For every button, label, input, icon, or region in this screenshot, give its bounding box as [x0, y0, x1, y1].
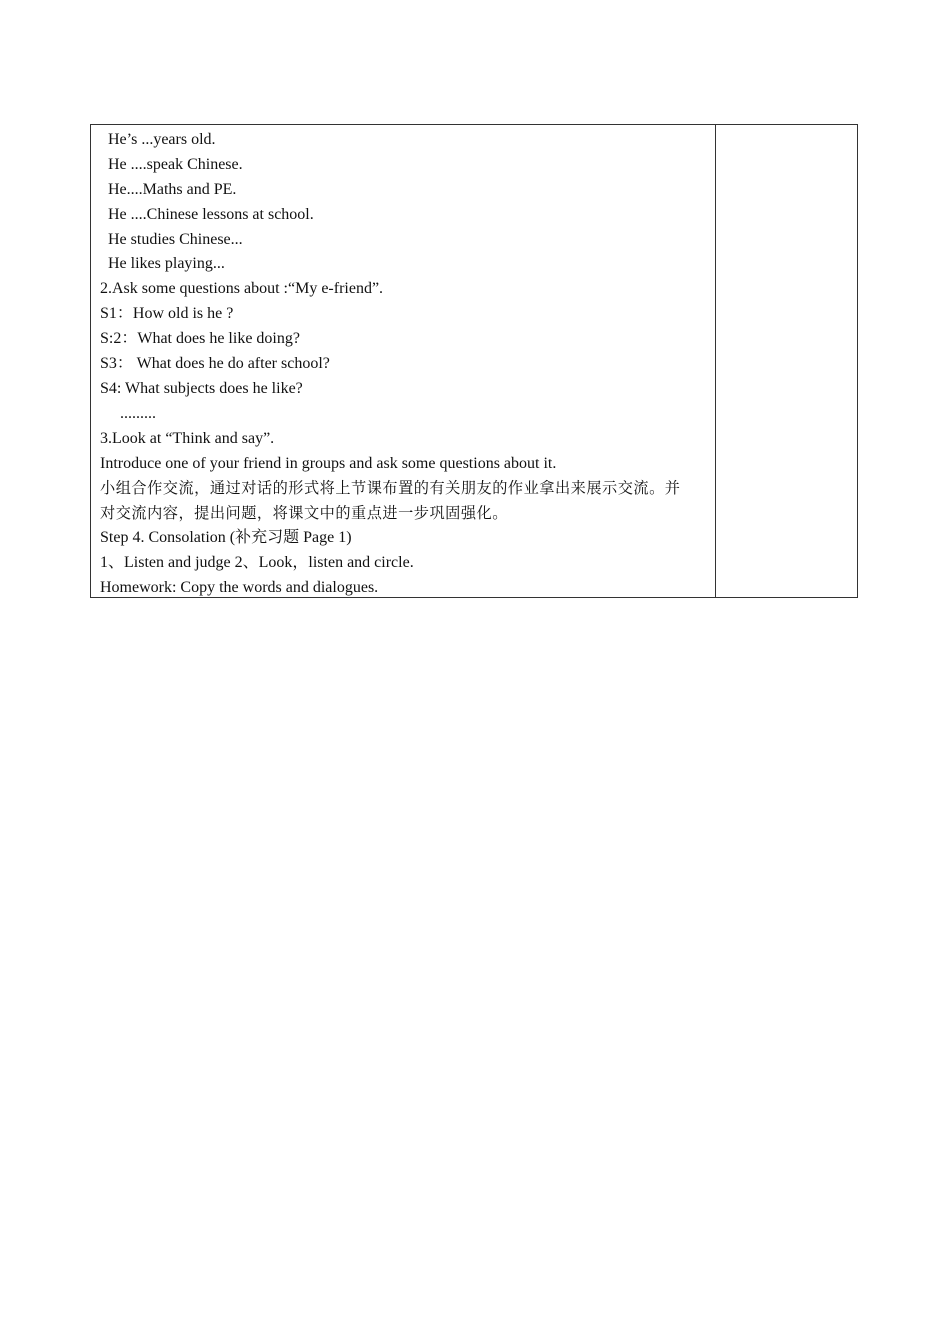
lesson-table — [90, 124, 858, 598]
text-line: S:2：What does he like doing? — [100, 330, 300, 348]
notes-cell — [716, 125, 857, 597]
text-line: He studies Chinese... — [108, 230, 243, 248]
text-line: 1、Listen and judge 2、Look，listen and circle. — [100, 554, 414, 572]
text-line: Homework: Copy the words and dialogues. — [100, 579, 379, 597]
text-line: S1：How old is he ? — [100, 305, 234, 323]
text-line: 小组合作交流，通过对话的形式将上节课布置的有关朋友的作业拿出来展示交流。并 — [100, 479, 681, 498]
lesson-content-cell — [91, 125, 716, 597]
text-line: ......... — [120, 404, 156, 422]
text-line: Step 4. Consolation (补充习题 Page 1) — [100, 529, 352, 547]
text-line: Introduce one of your friend in groups and ask some questions about it. — [100, 454, 557, 472]
text-line: He’s ...years old. — [108, 131, 216, 148]
text-line: He ....Chinese lessons at school. — [108, 205, 314, 223]
text-line: 2.Ask some questions about :“My e-friend”. — [100, 280, 384, 298]
text-line: 3.Look at “Think and say”. — [100, 429, 275, 447]
text-line: S3： What does he do after school? — [100, 355, 330, 373]
text-line: He ....speak Chinese. — [108, 155, 243, 173]
text-line: 对交流内容，提出问题，将课文中的重点进一步巩固强化。 — [100, 504, 508, 523]
text-line: S4: What subjects does he like? — [100, 379, 303, 397]
text-line: He likes playing... — [108, 255, 225, 273]
text-line: He....Maths and PE. — [108, 180, 237, 198]
